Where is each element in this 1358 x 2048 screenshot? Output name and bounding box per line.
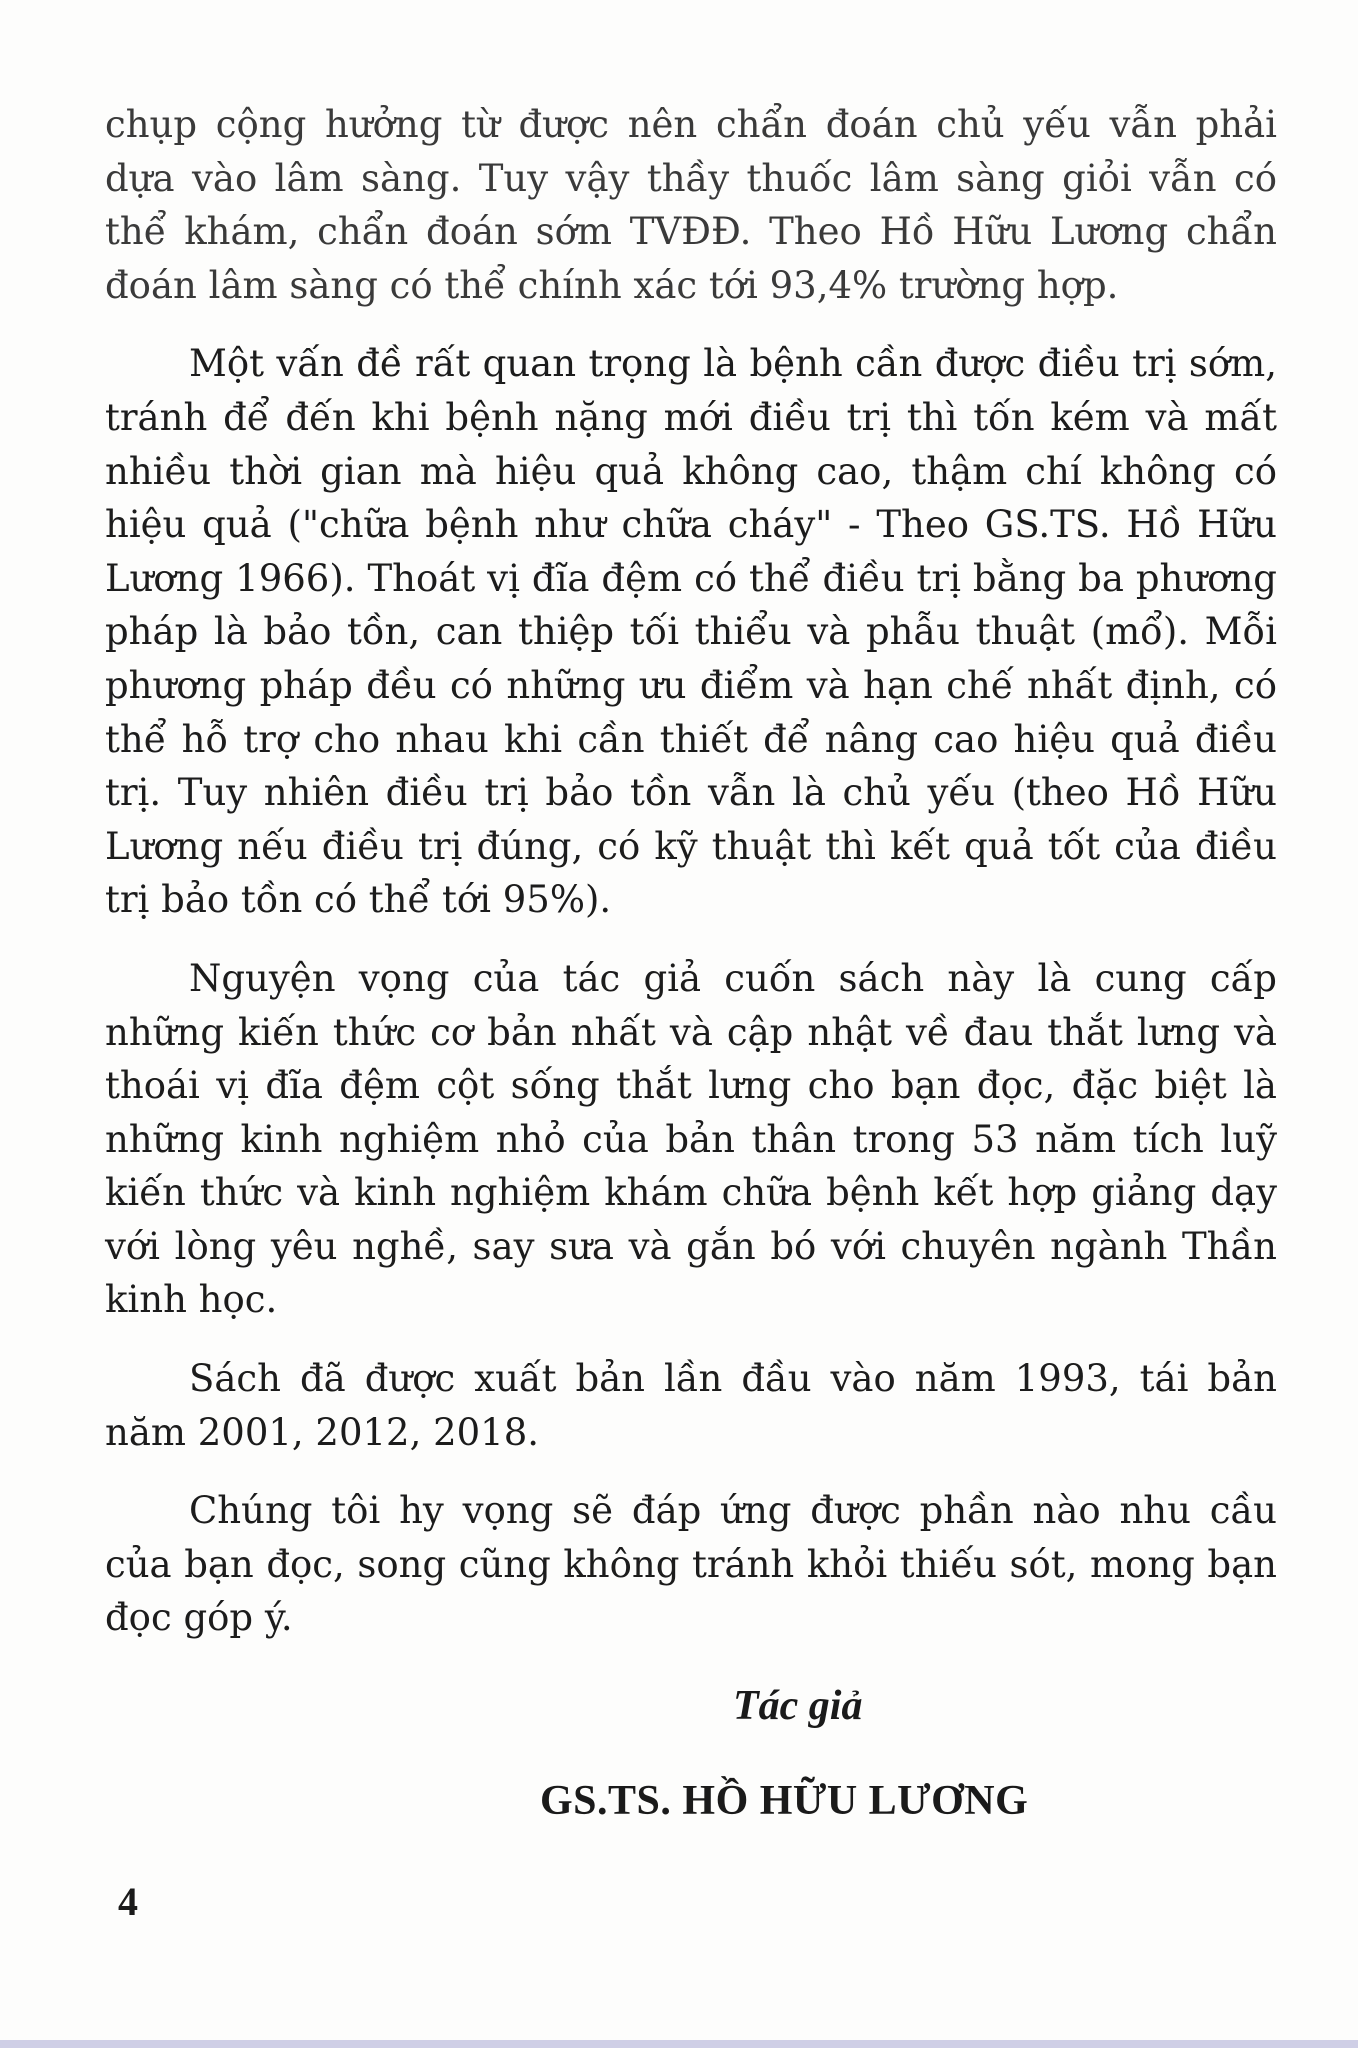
page-number: 4 [118, 1879, 138, 1924]
signature-name: GS.TS. HỒ HỮU LƯƠNG [540, 1778, 1029, 1824]
paragraph-treatment: Một vấn đề rất quan trọng là bệnh cần được điều trị sớm, tránh để đến khi bệnh nặng mới điều trị thì tốn kém và mất nhiều thời gian mà hiệu quả không cao, thậm chí không có hiệu quả ("chữa bệnh như chữa cháy" - Theo GS.TS. Hồ Hữu Lương 1966). Thoát vị đĩa đệm có thể điều trị bằng ba phương pháp là bảo tồn, can thiệp tối thiểu và phẫu thuật (mổ). Mỗi phương pháp đều có những ưu điểm và hạn chế nhất định, có thể hỗ trợ cho nhau khi cần thiết để nâng cao hiệu quả điều trị. Tuy nhiên điều trị bảo tồn vẫn là chủ yếu (theo Hồ Hữu Lương nếu điều trị đúng, có kỹ thuật thì kết quả tốt của điều trị bảo tồn có thể tới 95%). [105, 342, 1277, 922]
paragraph-editions: Sách đã được xuất bản lần đầu vào năm 1993, tái bản năm 2001, 2012, 2018. [105, 1357, 1277, 1454]
body-text [105, 98, 1277, 1670]
paragraph-author-wish: Nguyện vọng của tác giả cuốn sách này là cung cấp những kiến thức cơ bản nhất và cập nhật về đau thắt lưng và thoái vị đĩa đệm cột sống thắt lưng cho bạn đọc, đặc biệt là những kinh nghiệm nhỏ của bản thân trong 53 năm tích luỹ kiến thức và kinh nghiệm khám chữa bệnh kết hợp giảng dạy với lòng yêu nghề, say sưa và gắn bó với chuyên ngành Thần kinh học. [105, 956, 1277, 1322]
paragraph-continuation: chụp cộng hưởng từ được nên chẩn đoán chủ yếu vẫn phải dựa vào lâm sàng. Tuy vậy thầy thuốc lâm sàng giỏi vẫn có thể khám, chẩn đoán sớm TVĐĐ. Theo Hồ Hữu Lương chẩn đoán lâm sàng có thể chính xác tới 93,4% trường hợp. [105, 103, 1277, 307]
page-bottom-edge [0, 2040, 1358, 2048]
signature-role: Tác giả [733, 1683, 863, 1729]
paragraph-closing: Chúng tôi hy vọng sẽ đáp ứng được phần nào nhu cầu của bạn đọc, song cũng không tránh khỏi thiếu sót, mong bạn đọc góp ý. [105, 1489, 1277, 1640]
